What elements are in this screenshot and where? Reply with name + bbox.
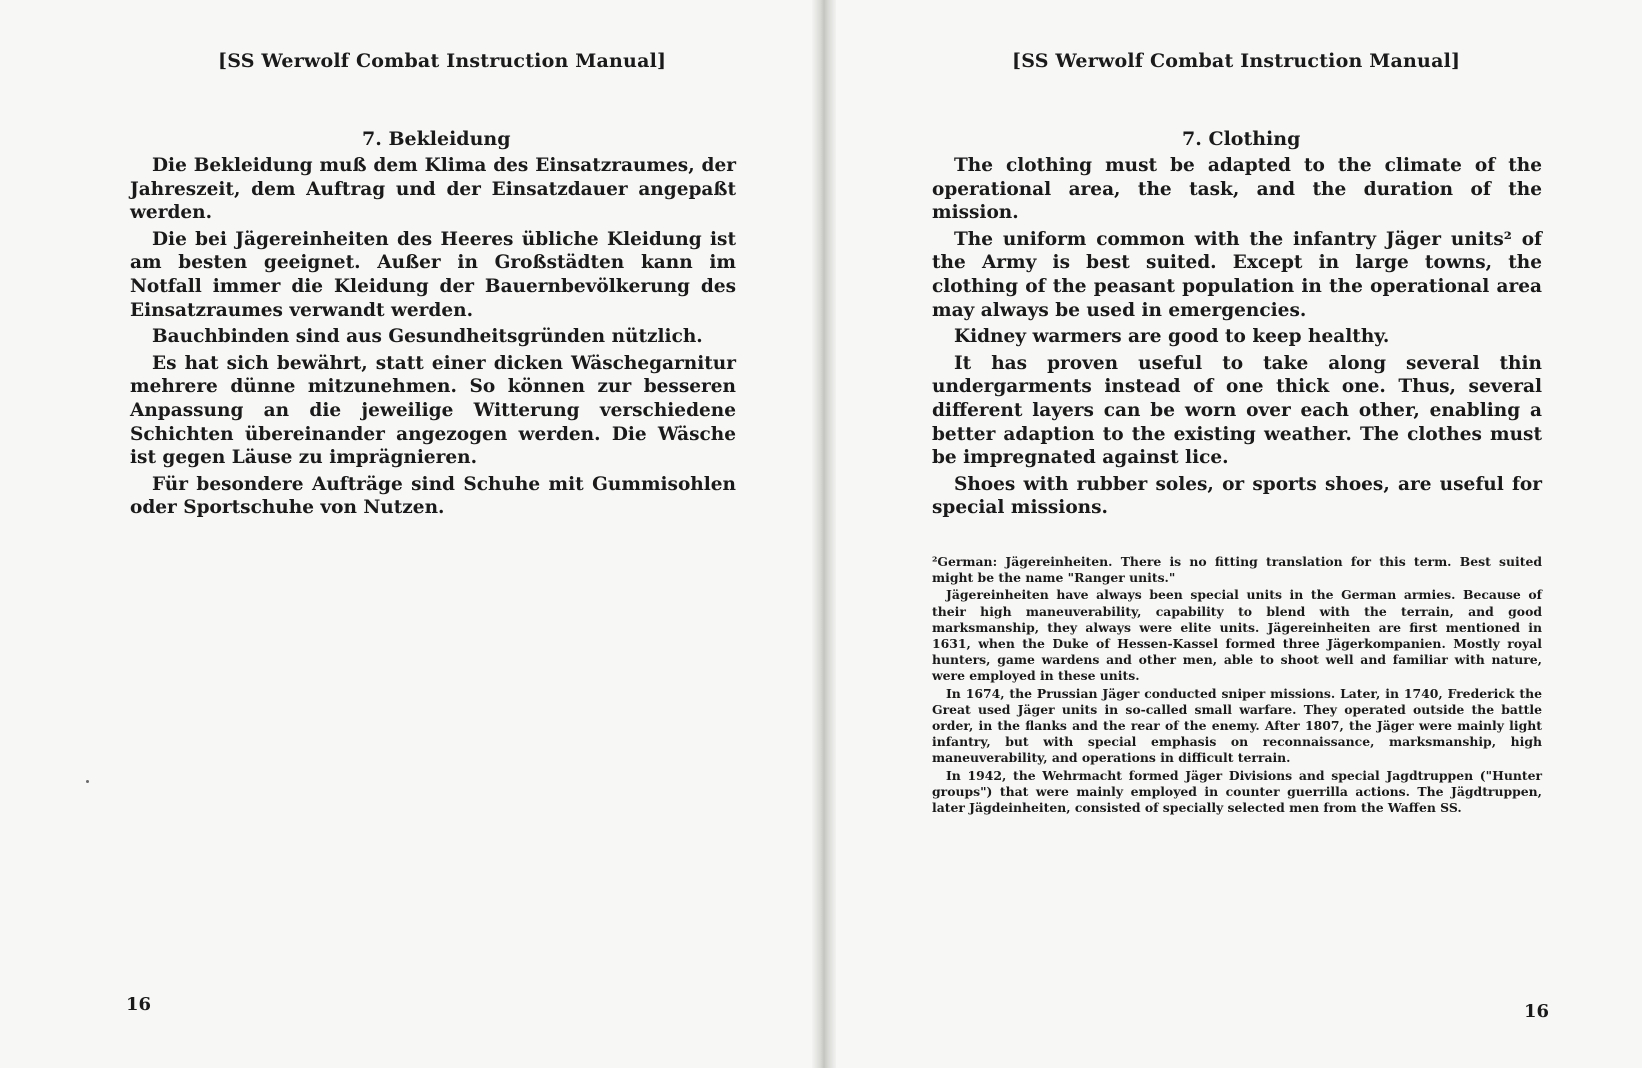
paragraph: The uniform common with the infantry Jäger units² of the Army is best suited. Except in large towns, the clothing of the peasant population in the operational area may always be used in emergencies. [932, 228, 1542, 321]
section-title: 7. Bekleidung [362, 128, 511, 150]
right-page [836, 0, 1642, 1068]
left-page [0, 0, 812, 1068]
paragraph: Shoes with rubber soles, or sports shoes, are useful for special missions. [932, 473, 1542, 519]
paragraph: It has proven useful to take along several thin undergarments instead of one thick one. Thus, several different layers can be worn over each other, enabling a better adaption to the existing weather. The clothes must be impregnated against lice. [932, 352, 1542, 469]
scan-speck [86, 780, 89, 783]
page-number: 16 [1524, 1001, 1550, 1022]
section-title: 7. Clothing [1182, 128, 1301, 150]
paragraph: Für besondere Aufträge sind Schuhe mit Gummisohlen oder Sportschuhe von Nutzen. [130, 473, 736, 519]
body-text [932, 154, 1542, 523]
paragraph: Die bei Jägereinheiten des Heeres übliche Kleidung ist am besten geeignet. Außer in Großstädten kann im Notfall immer die Kleidung der Bauernbevölkerung des Einsatzraumes verwandt werden. [130, 228, 736, 321]
running-head: [SS Werwolf Combat Instruction Manual] [218, 50, 667, 72]
footnote: Jägereinheiten have always been special units in the German armies. Because of their high maneuverability, capability to blend with the terrain, and good marksmanship, they always were elite units. Jägereinheiten are first mentioned in 1631, when the Duke of Hessen-Kassel formed three Jägerkompanien. Mostly royal hunters, game wardens and other men, able to shoot well and familiar with nature, were employed in these units. [932, 587, 1542, 684]
paragraph: Es hat sich bewährt, statt einer dicken Wäschegarnitur mehrere dünne mitzunehmen. So können zur besseren Anpassung an die jeweilige Witterung verschiedene Schichten übereinander angezogen werden. Die Wäsche ist gegen Läuse zu imprägnieren. [130, 352, 736, 469]
footnote: ²German: Jägereinheiten. There is no fitting translation for this term. Best suited might be the name "Ranger units." [932, 554, 1542, 586]
paragraph: Die Bekleidung muß dem Klima des Einsatzraumes, der Jahreszeit, dem Auftrag und der Einsatzdauer angepaßt werden. [130, 155, 736, 224]
body-text [130, 154, 736, 523]
paragraph: Bauchbinden sind aus Gesundheitsgründen nützlich. [152, 326, 703, 348]
running-head: [SS Werwolf Combat Instruction Manual] [1012, 50, 1461, 72]
footnote: In 1942, the Wehrmacht formed Jäger Divisions and special Jagdtruppen ("Hunter groups") that were mainly employed in counter guerrilla actions. The Jägdtruppen, later Jägdeinheiten, consisted of specially selected men from the Waffen SS. [932, 767, 1542, 816]
paragraph: The clothing must be adapted to the climate of the operational area, the task, and the duration of the mission. [932, 155, 1542, 224]
paragraph: Kidney warmers are good to keep healthy. [954, 326, 1390, 348]
footnote: In 1674, the Prussian Jäger conducted sniper missions. Later, in 1740, Frederick the Great used Jäger units in so-called small warfare. They operated outside the battle order, in the flanks and the rear of the enemy. After 1807, the Jäger were mainly light infantry, but with special emphasis on reconnaissance, marksmanship, high maneuverability, and operations in difficult terrain. [932, 685, 1542, 766]
footnotes [932, 554, 1542, 817]
page-number: 16 [126, 994, 152, 1015]
book-gutter [812, 0, 836, 1068]
